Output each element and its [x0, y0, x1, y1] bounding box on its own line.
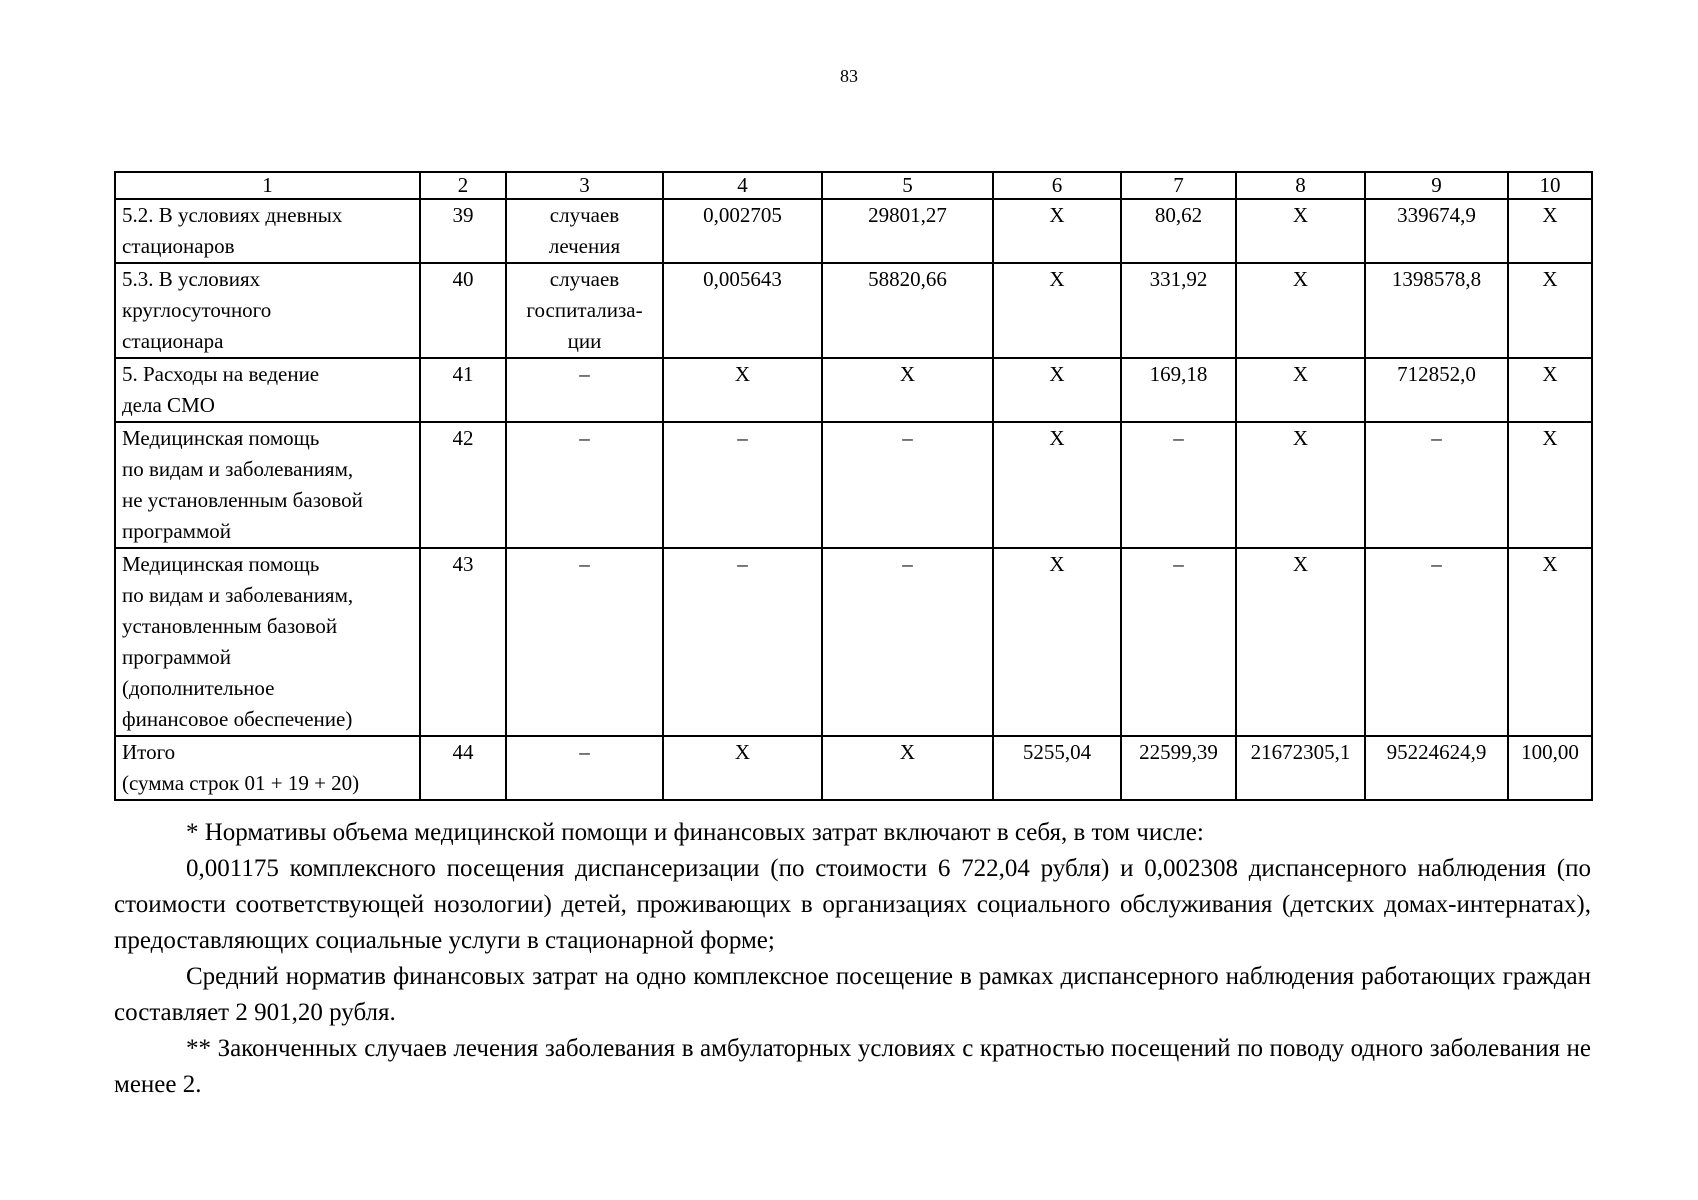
table-row	[115, 199, 1592, 263]
table-cell: Х	[993, 263, 1121, 358]
unit-cell: –	[506, 358, 663, 422]
table-header-row	[115, 172, 1592, 199]
row-label: 5. Расходы на ведение дела СМО	[115, 358, 420, 422]
table-cell: Х	[1508, 263, 1592, 358]
table-row-total	[115, 736, 1592, 800]
data-table	[114, 171, 1593, 801]
table-cell: 58820,66	[822, 263, 993, 358]
table-cell: 339674,9	[1365, 199, 1508, 263]
table-cell: 21672305,1	[1236, 736, 1365, 800]
table-cell: Х	[1236, 358, 1365, 422]
table-cell: –	[1365, 422, 1508, 548]
column-header: 8	[1236, 172, 1365, 199]
row-label: Медицинская помощь по видам и заболеваниям, не установленным базовой программой	[115, 422, 420, 548]
table-cell: Х	[1236, 548, 1365, 736]
table-cell: Х	[1508, 422, 1592, 548]
unit-cell: –	[506, 422, 663, 548]
table-cell: 1398578,8	[1365, 263, 1508, 358]
column-header: 10	[1508, 172, 1592, 199]
row-number: 40	[420, 263, 506, 358]
table-cell: –	[663, 422, 822, 548]
table-cell: Х	[1508, 548, 1592, 736]
column-header: 9	[1365, 172, 1508, 199]
page-number: 83	[840, 66, 858, 86]
column-header: 4	[663, 172, 822, 199]
row-label: 5.2. В условиях дневных стационаров	[115, 199, 420, 263]
table-cell: Х	[993, 548, 1121, 736]
table-cell: Х	[1508, 199, 1592, 263]
table-cell: Х	[663, 358, 822, 422]
table-row	[115, 358, 1592, 422]
table-cell: Х	[1236, 199, 1365, 263]
table-cell: 5255,04	[993, 736, 1121, 800]
table-cell: –	[1121, 422, 1236, 548]
table-cell: 100,00	[1508, 736, 1592, 800]
column-header: 1	[115, 172, 420, 199]
table-cell: 0,005643	[663, 263, 822, 358]
footnote-paragraph: * Нормативы объема медицинской помощи и финансовых затрат включают в себя, в том числе:	[186, 819, 1204, 846]
table-cell: –	[822, 548, 993, 736]
table-cell: Х	[1236, 263, 1365, 358]
table-cell: Х	[822, 358, 993, 422]
table-cell: Х	[993, 199, 1121, 263]
table-cell: –	[1121, 548, 1236, 736]
table-cell: 95224624,9	[1365, 736, 1508, 800]
unit-cell: случаев госпитализа- ции	[506, 263, 663, 358]
footnote-paragraph: Средний норматив финансовых затрат на одно комплексное посещение в рамках диспансерного наблюдения работающих граждан составляет 2 901,20 рубля.	[114, 963, 1591, 1026]
table-cell: Х	[1236, 422, 1365, 548]
footnotes	[114, 815, 1591, 1103]
table-cell: 169,18	[1121, 358, 1236, 422]
column-header: 7	[1121, 172, 1236, 199]
row-number: 44	[420, 736, 506, 800]
column-header: 3	[506, 172, 663, 199]
table-cell: 29801,27	[822, 199, 993, 263]
column-header: 5	[822, 172, 993, 199]
table-cell: Х	[822, 736, 993, 800]
footnote-paragraph: ** Законченных случаев лечения заболевания в амбулаторных условиях с кратностью посещений по поводу одного заболевания не менее 2.	[114, 1035, 1591, 1098]
table-cell: 22599,39	[1121, 736, 1236, 800]
row-label: Медицинская помощь по видам и заболеваниям, установленным базовой программой (дополнительное финансовое обеспечение)	[115, 548, 420, 736]
unit-cell: случаев лечения	[506, 199, 663, 263]
table-cell: 712852,0	[1365, 358, 1508, 422]
column-header: 2	[420, 172, 506, 199]
row-label: 5.3. В условиях круглосуточного стационара	[115, 263, 420, 358]
table-row	[115, 548, 1592, 736]
table-row	[115, 263, 1592, 358]
row-label: Итого (сумма строк 01 + 19 + 20)	[115, 736, 420, 800]
table-cell: 0,002705	[663, 199, 822, 263]
table-cell: –	[822, 422, 993, 548]
table-cell: 331,92	[1121, 263, 1236, 358]
row-number: 39	[420, 199, 506, 263]
table-row	[115, 422, 1592, 548]
unit-cell: –	[506, 548, 663, 736]
table-cell: Х	[993, 422, 1121, 548]
table-cell: –	[663, 548, 822, 736]
table-cell: –	[1365, 548, 1508, 736]
row-number: 41	[420, 358, 506, 422]
column-header: 6	[993, 172, 1121, 199]
unit-cell: –	[506, 736, 663, 800]
table-cell: Х	[663, 736, 822, 800]
row-number: 42	[420, 422, 506, 548]
footnote-paragraph: 0,001175 комплексного посещения диспансеризации (по стоимости 6 722,04 рубля) и 0,002308 диспансерного наблюдения (по стоимости соответствующей нозологии) детей, проживающих в организациях социального обслуживания (детских домах-интернатах), предоставляющих социальные услуги в стационарной форме;	[114, 855, 1591, 954]
table-cell: Х	[993, 358, 1121, 422]
table-cell: 80,62	[1121, 199, 1236, 263]
row-number: 43	[420, 548, 506, 736]
table-cell: Х	[1508, 358, 1592, 422]
